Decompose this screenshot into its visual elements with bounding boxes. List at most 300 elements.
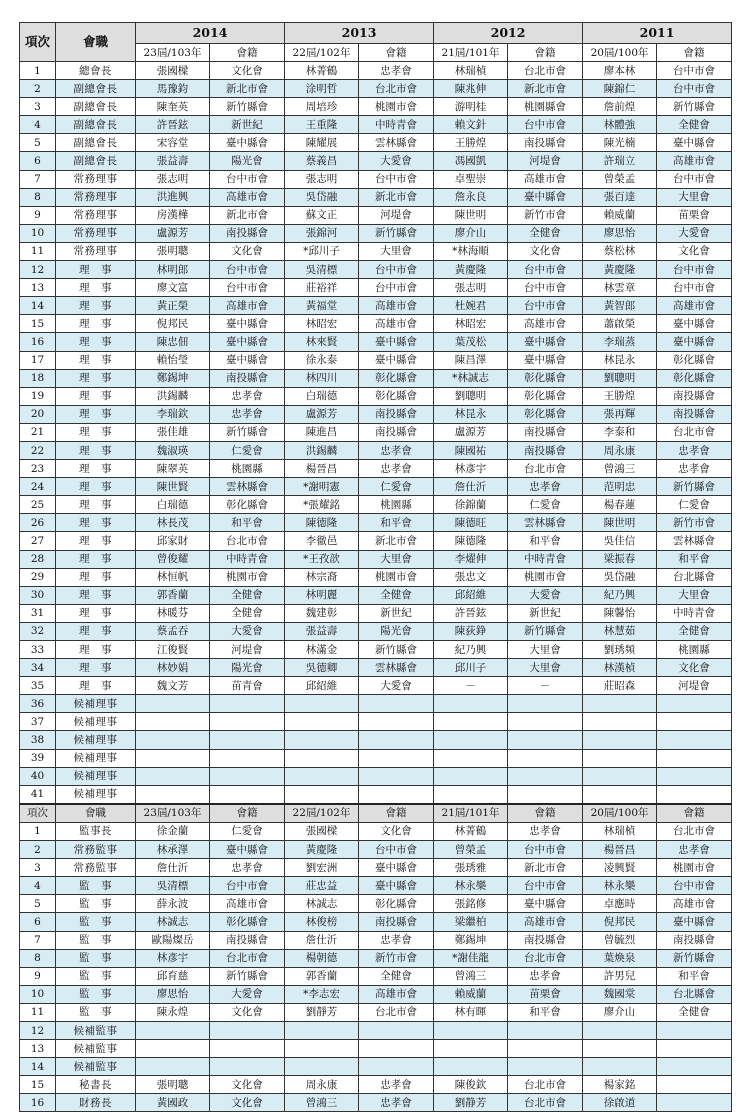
- affiliation-cell: 南投縣會: [508, 931, 583, 949]
- affiliation-cell: 全健會: [508, 224, 583, 242]
- row-number-cell: 4: [20, 877, 56, 895]
- name-cell: 莊昭森: [583, 677, 657, 695]
- affiliation-cell: [508, 1040, 583, 1058]
- affiliation-cell: 桃園市會: [508, 568, 583, 586]
- name-cell: 曾榮孟: [434, 841, 508, 859]
- row-number-cell: 13: [20, 1040, 56, 1058]
- affiliation-cell: [508, 749, 583, 767]
- name-cell: 白瑞德: [136, 496, 210, 514]
- name-cell: 林長茂: [136, 514, 210, 532]
- role-cell: 監 事: [56, 877, 136, 895]
- row-number-cell: 14: [20, 297, 56, 315]
- affiliation-cell: 彰化縣會: [508, 387, 583, 405]
- name-cell: 歐陽燦岳: [136, 931, 210, 949]
- affiliation-cell: 新竹縣會: [508, 622, 583, 640]
- name-cell: 劉聰明: [583, 369, 657, 387]
- affiliation-cell: [359, 713, 434, 731]
- name-cell: *張耀銘: [285, 496, 359, 514]
- affiliation-cell: 新竹縣會: [210, 98, 285, 116]
- affiliation-cell: [657, 767, 732, 785]
- affiliation-cell: 全健會: [210, 604, 285, 622]
- affiliation-cell: 台北縣會: [657, 985, 732, 1003]
- affiliation-cell: [210, 1021, 285, 1039]
- affiliation-cell: 台北市會: [508, 1076, 583, 1094]
- name-cell: 陳世明: [434, 206, 508, 224]
- affiliation-cell: 全健會: [210, 586, 285, 604]
- name-cell: 紀乃興: [434, 641, 508, 659]
- affiliation-cell: 忠孝會: [210, 387, 285, 405]
- table-row: [20, 1003, 732, 1021]
- name-cell: 李瑞欽: [136, 405, 210, 423]
- table-row: [20, 297, 732, 315]
- name-cell: 魏文芳: [136, 677, 210, 695]
- name-cell: 林承澤: [136, 841, 210, 859]
- affiliation-cell: 臺中縣會: [359, 351, 434, 369]
- role-cell: 監 事: [56, 967, 136, 985]
- row-number-cell: 8: [20, 188, 56, 206]
- name-cell: 范明忠: [583, 478, 657, 496]
- affiliation-cell: 仁愛會: [657, 496, 732, 514]
- affiliation-cell: 臺中縣會: [657, 315, 732, 333]
- affiliation-cell: 台北市會: [508, 949, 583, 967]
- affiliation-cell: 忠孝會: [359, 1094, 434, 1112]
- affiliation-cell: 臺中縣會: [210, 315, 285, 333]
- name-cell: 林彥宇: [136, 949, 210, 967]
- name-cell: 房漢樺: [136, 206, 210, 224]
- name-cell: 陳俊欽: [434, 1076, 508, 1094]
- name-cell: 邱紹維: [434, 586, 508, 604]
- role-cell: 理 事: [56, 659, 136, 677]
- affiliation-cell: 雲林縣會: [657, 532, 732, 550]
- affiliation-cell: 新北市會: [210, 206, 285, 224]
- affiliation-cell: 桃園縣: [657, 641, 732, 659]
- name-cell: 林瑞楨: [434, 62, 508, 80]
- affiliation-cell: [508, 713, 583, 731]
- name-cell: 吳德卿: [285, 659, 359, 677]
- name-cell: 陳永煌: [136, 1003, 210, 1021]
- affiliation-cell: 臺中縣會: [508, 895, 583, 913]
- table-row: [20, 116, 732, 134]
- row-number-cell: 29: [20, 568, 56, 586]
- affiliation-cell: [210, 731, 285, 749]
- affiliation-cell: 大里會: [657, 188, 732, 206]
- officer-roster-table: [19, 22, 732, 1112]
- name-cell: [136, 785, 210, 804]
- name-cell: 張國樑: [285, 822, 359, 840]
- year-header: 2014: [136, 23, 285, 44]
- name-cell: 邱紹維: [285, 677, 359, 695]
- name-cell: 楊晉昌: [285, 460, 359, 478]
- table-row: [20, 496, 732, 514]
- name-cell: 張銘修: [434, 895, 508, 913]
- name-cell: 郭香蘭: [136, 586, 210, 604]
- row-number-cell: 18: [20, 369, 56, 387]
- affiliation-cell: 高雄市會: [359, 315, 434, 333]
- name-cell: 劉靜芳: [285, 1003, 359, 1021]
- affiliation-cell: 中時青會: [657, 604, 732, 622]
- table-row: [20, 822, 732, 840]
- affiliation-cell: 高雄市會: [657, 895, 732, 913]
- name-cell: *林誠志: [434, 369, 508, 387]
- affiliation-cell: [657, 713, 732, 731]
- role-cell: 理 事: [56, 604, 136, 622]
- role-cell: 理 事: [56, 261, 136, 279]
- affiliation-cell: 臺中縣會: [210, 841, 285, 859]
- affiliation-cell: 忠孝會: [508, 967, 583, 985]
- name-cell: [285, 785, 359, 804]
- affiliation-cell: 台中市會: [359, 841, 434, 859]
- name-cell: 林暖芬: [136, 604, 210, 622]
- affiliation-cell: 台中市會: [657, 62, 732, 80]
- affiliation-cell: 台中市會: [508, 297, 583, 315]
- name-cell: 林滿金: [285, 641, 359, 659]
- affiliation-cell: 台北市會: [508, 1094, 583, 1112]
- name-cell: [583, 731, 657, 749]
- affiliation-cell: 忠孝會: [508, 822, 583, 840]
- name-cell: 曾榮孟: [583, 170, 657, 188]
- affiliation-cell: 河堤會: [508, 152, 583, 170]
- role-cell: 理 事: [56, 405, 136, 423]
- affiliation-cell: [210, 785, 285, 804]
- affiliation-cell: 台中市會: [657, 877, 732, 895]
- role-cell: 秘書長: [56, 1076, 136, 1094]
- affiliation-cell: 台中市會: [508, 877, 583, 895]
- affiliation-cell: 南投縣會: [210, 224, 285, 242]
- affiliation-cell: 桃園縣會: [508, 98, 583, 116]
- affiliation-cell: 高雄市會: [210, 297, 285, 315]
- name-cell: 楊朝德: [285, 949, 359, 967]
- role-cell: 理 事: [56, 279, 136, 297]
- name-cell: *謝佳龍: [434, 949, 508, 967]
- name-cell: 李徹邑: [285, 532, 359, 550]
- affiliation-cell: [657, 695, 732, 713]
- affiliation-cell: 南投縣會: [508, 134, 583, 152]
- affiliation-cell: 彰化縣會: [210, 913, 285, 931]
- name-cell: [434, 749, 508, 767]
- name-cell: 卓應時: [583, 895, 657, 913]
- affiliation-cell: 台北市會: [359, 80, 434, 98]
- table-row: [20, 967, 732, 985]
- affiliation-cell: 台北市會: [508, 62, 583, 80]
- name-cell: 廖文富: [136, 279, 210, 297]
- role-cell: 理 事: [56, 478, 136, 496]
- affiliation-cell: 彰化縣會: [508, 369, 583, 387]
- name-cell: 江俊賢: [136, 641, 210, 659]
- role-cell: 理 事: [56, 568, 136, 586]
- name-cell: 許男兒: [583, 967, 657, 985]
- affiliation-cell: 南投縣會: [657, 387, 732, 405]
- name-cell: 楊春蓮: [583, 496, 657, 514]
- name-cell: 詹前煌: [583, 98, 657, 116]
- name-cell: 詹仕沂: [434, 478, 508, 496]
- name-cell: 張琇雅: [434, 859, 508, 877]
- name-cell: [285, 1040, 359, 1058]
- name-cell: 卓聖崇: [434, 170, 508, 188]
- name-cell: 黃慶隆: [285, 841, 359, 859]
- name-cell: 吳清標: [285, 261, 359, 279]
- name-cell: 吳岱融: [285, 188, 359, 206]
- name-cell: 鄭錫坤: [434, 931, 508, 949]
- name-cell: [434, 713, 508, 731]
- name-cell: 張明聰: [136, 242, 210, 260]
- name-cell: 陳國祐: [434, 441, 508, 459]
- affiliation-cell: 台中市會: [210, 279, 285, 297]
- affiliation-cell: [657, 1058, 732, 1076]
- role-cell: 理 事: [56, 460, 136, 478]
- name-cell: 張志明: [136, 170, 210, 188]
- name-cell: [583, 1040, 657, 1058]
- row-number-cell: 20: [20, 405, 56, 423]
- affiliation-cell: [657, 1094, 732, 1112]
- affiliation-cell: 大里會: [508, 659, 583, 677]
- affiliation-cell: 忠孝會: [359, 62, 434, 80]
- name-cell: 黃國政: [136, 1094, 210, 1112]
- table-row: [20, 514, 732, 532]
- affiliation-cell: 新竹縣會: [657, 98, 732, 116]
- affiliation-cell: 台中市會: [508, 841, 583, 859]
- name-cell: 郭香蘭: [285, 967, 359, 985]
- affiliation-cell: 臺中縣會: [508, 188, 583, 206]
- affiliation-cell: 南投縣會: [210, 369, 285, 387]
- name-cell: 詹仕沂: [285, 931, 359, 949]
- affiliation-cell: 忠孝會: [359, 1076, 434, 1094]
- affiliation-cell: 和平會: [210, 514, 285, 532]
- affiliation-header: 會籍: [210, 44, 285, 62]
- affiliation-cell: 忠孝會: [508, 478, 583, 496]
- row-number-cell: 33: [20, 641, 56, 659]
- role-cell: 監 事: [56, 913, 136, 931]
- row-number-cell: 6: [20, 913, 56, 931]
- table-row: [20, 188, 732, 206]
- table-row: [20, 622, 732, 640]
- name-cell: [583, 695, 657, 713]
- row-number-cell: 39: [20, 749, 56, 767]
- table-row: [20, 134, 732, 152]
- row-number-cell: 25: [20, 496, 56, 514]
- row-number-cell: 9: [20, 206, 56, 224]
- role-cell: 理 事: [56, 514, 136, 532]
- name-cell: [285, 695, 359, 713]
- name-cell: *邱川子: [285, 242, 359, 260]
- name-cell: 賴威蘭: [434, 985, 508, 1003]
- term-header: 23屆/103年: [136, 44, 210, 62]
- affiliation-cell: 忠孝會: [657, 460, 732, 478]
- affiliation-cell: 陽光會: [359, 622, 434, 640]
- table-row: [20, 895, 732, 913]
- role-cell: 候補理事: [56, 767, 136, 785]
- affiliation-cell: 新竹市會: [657, 514, 732, 532]
- name-cell: 林漢楨: [583, 659, 657, 677]
- affiliation-cell: 高雄市會: [359, 985, 434, 1003]
- affiliation-cell: 大里會: [359, 242, 434, 260]
- role-cell: 常務理事: [56, 188, 136, 206]
- name-cell: 曾鴻三: [583, 460, 657, 478]
- name-cell: [434, 1021, 508, 1039]
- affiliation-cell: 臺中縣會: [657, 134, 732, 152]
- role-cell: 理 事: [56, 677, 136, 695]
- name-cell: 薛永波: [136, 895, 210, 913]
- affiliation-header: 會籍: [657, 44, 732, 62]
- name-cell: 陳奎英: [136, 98, 210, 116]
- affiliation-cell: 大愛會: [508, 586, 583, 604]
- table-row: [20, 586, 732, 604]
- affiliation-cell: 大愛會: [359, 152, 434, 170]
- table-row: [20, 841, 732, 859]
- name-cell: 陳翠英: [136, 460, 210, 478]
- name-cell: 賴威蘭: [583, 206, 657, 224]
- affiliation-cell: 台中市會: [210, 261, 285, 279]
- affiliation-cell: 大愛會: [657, 224, 732, 242]
- table-row: [20, 279, 732, 297]
- affiliation-cell: 河堤會: [359, 206, 434, 224]
- name-cell: 蔡義昌: [285, 152, 359, 170]
- table-row: [20, 568, 732, 586]
- affiliation-cell: 河堤會: [210, 641, 285, 659]
- name-cell: －: [434, 677, 508, 695]
- affiliation-cell: 彰化縣會: [657, 369, 732, 387]
- affiliation-cell: [508, 695, 583, 713]
- name-cell: 張國樑: [136, 62, 210, 80]
- role-cell: 理 事: [56, 496, 136, 514]
- name-cell: 葉煥泉: [583, 949, 657, 967]
- name-cell: [136, 731, 210, 749]
- affiliation-cell: 彰化縣會: [657, 351, 732, 369]
- role-cell: 理 事: [56, 441, 136, 459]
- table-row: [20, 532, 732, 550]
- name-cell: 林昭宏: [434, 315, 508, 333]
- affiliation-cell: 忠孝會: [210, 859, 285, 877]
- role-cell: 理 事: [56, 387, 136, 405]
- affiliation-cell: －: [508, 677, 583, 695]
- affiliation-cell: [210, 749, 285, 767]
- row-number-cell: 2: [20, 80, 56, 98]
- name-cell: 廖思怡: [136, 985, 210, 1003]
- row-number-cell: 27: [20, 532, 56, 550]
- name-cell: 邱育慈: [136, 967, 210, 985]
- affiliation-cell: 文化會: [210, 1094, 285, 1112]
- affiliation-cell: 南投縣會: [657, 931, 732, 949]
- name-cell: 盧源芳: [285, 405, 359, 423]
- name-cell: 盧源芳: [434, 423, 508, 441]
- name-cell: 廖介山: [434, 224, 508, 242]
- term-header: 21屆/101年: [434, 804, 508, 823]
- name-cell: 曾鴻三: [434, 967, 508, 985]
- name-cell: 劉聰明: [434, 387, 508, 405]
- name-cell: 凌興賢: [583, 859, 657, 877]
- name-cell: 張志明: [434, 279, 508, 297]
- name-cell: 林俊榜: [285, 913, 359, 931]
- column-header-no: 項次: [20, 804, 56, 823]
- row-number-cell: 17: [20, 351, 56, 369]
- role-cell: 理 事: [56, 369, 136, 387]
- table-row: [20, 206, 732, 224]
- row-number-cell: 31: [20, 604, 56, 622]
- affiliation-cell: 桃園縣: [210, 460, 285, 478]
- table-row: [20, 695, 732, 713]
- supervisor-rows: [20, 822, 732, 1112]
- affiliation-cell: 大愛會: [210, 622, 285, 640]
- affiliation-cell: 新北市會: [210, 80, 285, 98]
- name-cell: 林瑞楨: [583, 822, 657, 840]
- affiliation-cell: 仁愛會: [210, 822, 285, 840]
- row-number-cell: 5: [20, 895, 56, 913]
- row-number-cell: 36: [20, 695, 56, 713]
- affiliation-header: 會籍: [359, 44, 434, 62]
- row-number-cell: 30: [20, 586, 56, 604]
- table-row: [20, 767, 732, 785]
- affiliation-cell: 新北市會: [359, 532, 434, 550]
- affiliation-cell: 忠孝會: [210, 405, 285, 423]
- name-cell: [136, 713, 210, 731]
- role-cell: 常務監事: [56, 859, 136, 877]
- affiliation-cell: 中時青會: [210, 550, 285, 568]
- row-number-cell: 35: [20, 677, 56, 695]
- name-cell: 林誠志: [136, 913, 210, 931]
- affiliation-cell: 全健會: [657, 622, 732, 640]
- table-row: [20, 677, 732, 695]
- row-number-cell: 34: [20, 659, 56, 677]
- affiliation-header: 會籍: [210, 804, 285, 823]
- row-number-cell: 15: [20, 1076, 56, 1094]
- name-cell: 林菁鶴: [434, 822, 508, 840]
- name-cell: 倪邦民: [136, 315, 210, 333]
- affiliation-cell: 臺中縣會: [657, 333, 732, 351]
- table-row: [20, 785, 732, 804]
- name-cell: *林海順: [434, 242, 508, 260]
- name-cell: 曾鴻三: [285, 1094, 359, 1112]
- affiliation-header: 會籍: [508, 804, 583, 823]
- role-cell: 常務理事: [56, 170, 136, 188]
- name-cell: 詹仕沂: [136, 859, 210, 877]
- name-cell: 賴文針: [434, 116, 508, 134]
- name-cell: 徐錦蘭: [434, 496, 508, 514]
- year-header: 2011: [583, 23, 732, 44]
- table-row: [20, 949, 732, 967]
- affiliation-header: 會籍: [657, 804, 732, 823]
- name-cell: 廖思怡: [583, 224, 657, 242]
- role-cell: 常務監事: [56, 841, 136, 859]
- name-cell: [136, 767, 210, 785]
- row-number-cell: 32: [20, 622, 56, 640]
- name-cell: 張益壽: [285, 622, 359, 640]
- name-cell: 魏建彰: [285, 604, 359, 622]
- term-header: 21屆/101年: [434, 44, 508, 62]
- affiliation-cell: 台中市會: [657, 170, 732, 188]
- name-cell: 倪邦民: [583, 913, 657, 931]
- role-cell: 副總會長: [56, 134, 136, 152]
- name-cell: 詹永良: [434, 188, 508, 206]
- role-cell: 總會長: [56, 62, 136, 80]
- name-cell: 魏淑瑛: [136, 441, 210, 459]
- affiliation-cell: [210, 695, 285, 713]
- name-cell: 游明桂: [434, 98, 508, 116]
- row-number-cell: 12: [20, 1021, 56, 1039]
- affiliation-cell: 南投縣會: [508, 441, 583, 459]
- name-cell: 吳岱融: [583, 568, 657, 586]
- column-header-role: 會職: [56, 804, 136, 823]
- table-row: [20, 405, 732, 423]
- row-number-cell: 22: [20, 441, 56, 459]
- name-cell: [285, 749, 359, 767]
- affiliation-cell: [657, 731, 732, 749]
- name-cell: 李燿伸: [434, 550, 508, 568]
- affiliation-cell: 新竹市會: [359, 949, 434, 967]
- affiliation-cell: [359, 695, 434, 713]
- affiliation-cell: 桃園縣: [359, 496, 434, 514]
- affiliation-cell: 台中市會: [359, 170, 434, 188]
- row-number-cell: 21: [20, 423, 56, 441]
- name-cell: 林宗裔: [285, 568, 359, 586]
